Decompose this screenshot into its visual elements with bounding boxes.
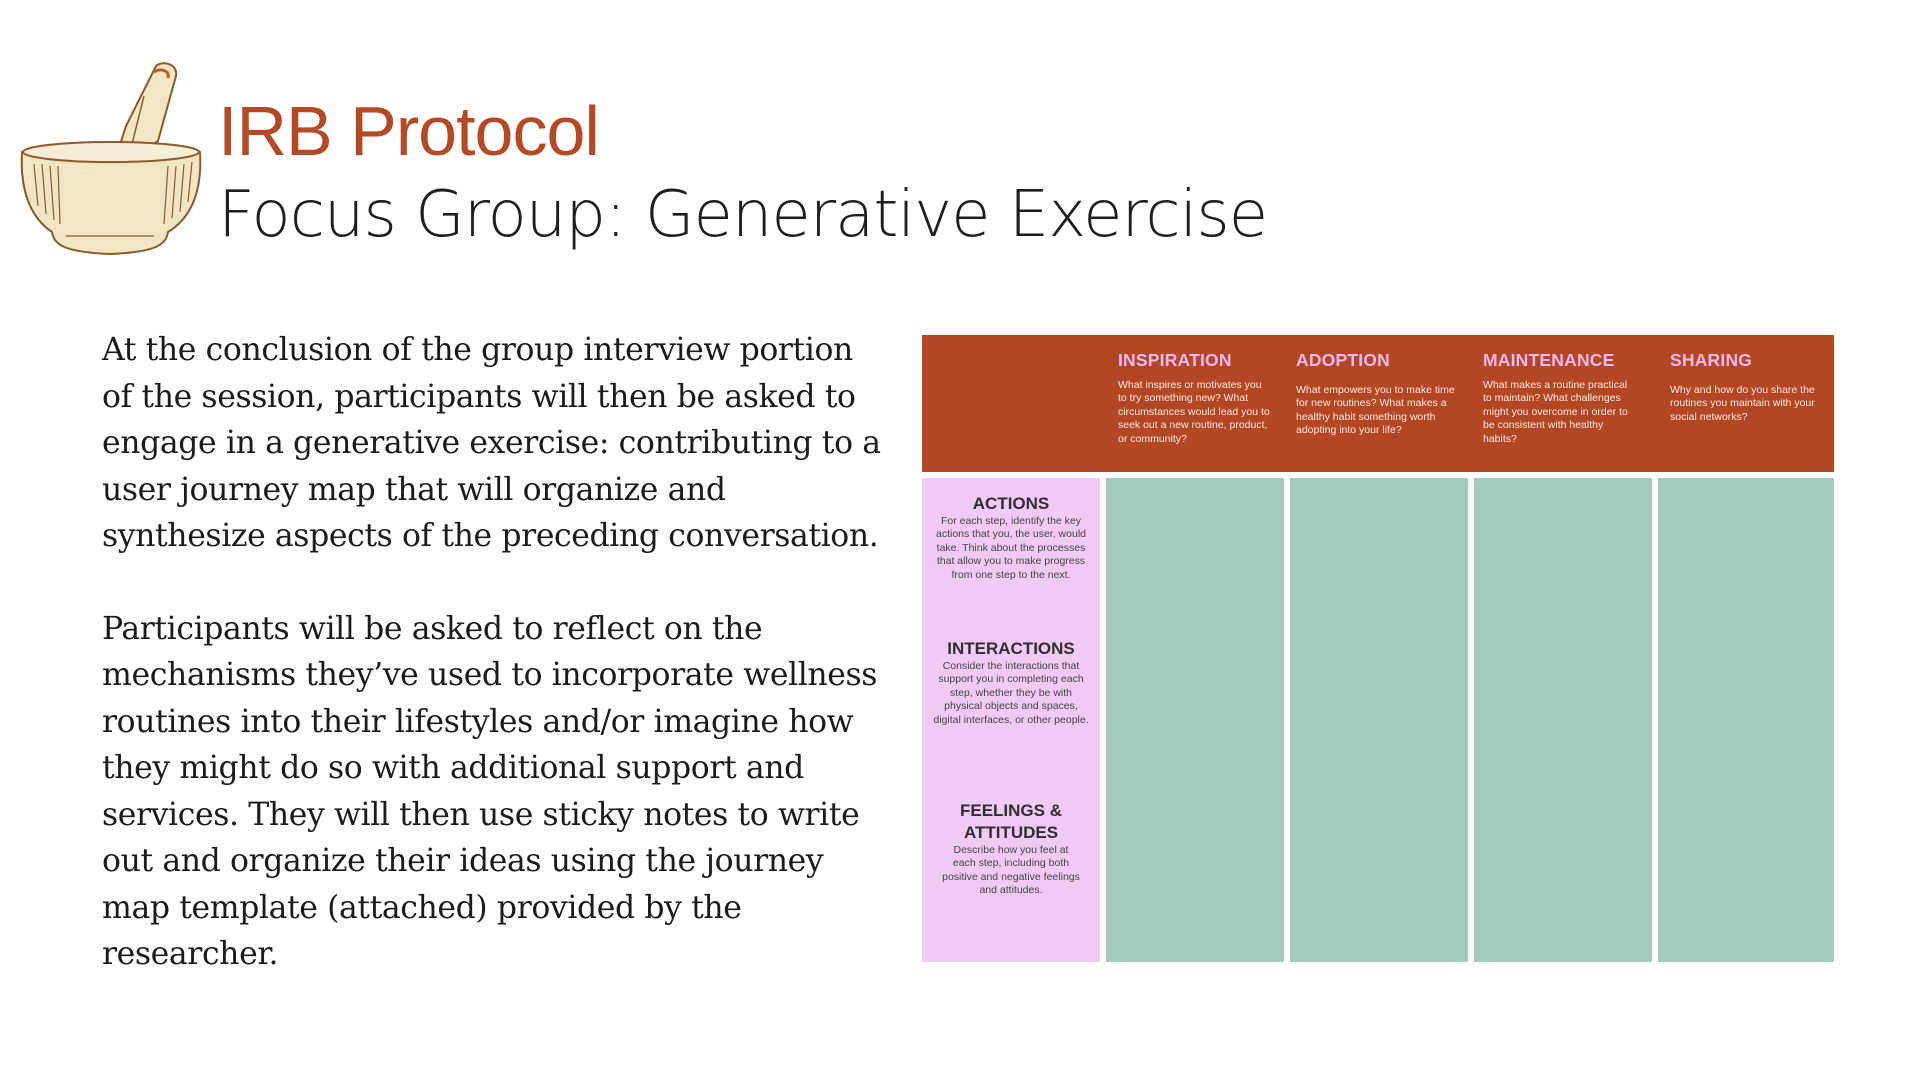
journey-map-header	[922, 335, 1834, 472]
row-description: For each step, identify the key actions that you, the user, would take. Think about the processes that allow you to make progress from one step to the next.	[935, 515, 1086, 581]
column-description: What inspires or motivates you to try something new? What circumstances would lead you to seek out a new routine, product, or community?	[1118, 379, 1270, 445]
column-description: What empowers you to make time for new routines? What makes a healthy habit something worth adopting into your life?	[1296, 384, 1455, 437]
paragraph-1: At the conclusion of the group interview portion of the session, participants will then be asked to engage in a generative exercise: contributing to a user journey map that will organize and synthesize aspects of the preceding conversation.	[102, 332, 881, 554]
journey-cell-maintenance	[1474, 478, 1652, 962]
column-title: ADOPTION	[1296, 350, 1390, 370]
paragraph-2: Participants will be asked to reflect on the mechanisms they’ve used to incorporate wellness routines into their lifestyles and/or imagine how they might do so with additional support and services. They will then use sticky notes to write out and organize their ideas using the journey map template (attached) provided by the researcher.	[102, 610, 878, 972]
column-header-adoption	[1296, 350, 1456, 438]
row-title: ACTIONS	[972, 494, 1050, 513]
journey-cell-sharing	[1658, 478, 1834, 962]
row-description: Describe how you feel at each step, including both positive and negative feelings and attitudes.	[942, 844, 1080, 897]
column-header-inspiration	[1118, 350, 1273, 446]
row-description: Consider the interactions that support you in completing each step, whether they be with physical objects and spaces, digital interfaces, or other people.	[933, 660, 1089, 726]
page-subtitle: Focus Group: Generative Exercise	[218, 178, 1268, 252]
column-header-sharing	[1670, 350, 1820, 424]
row-title: FEELINGS & ATTITUDES	[959, 801, 1062, 842]
journey-map	[922, 335, 1834, 962]
journey-cell-adoption	[1290, 478, 1468, 962]
column-description: What makes a routine practical to maintain? What challenges might you overcome in order to be consistent with healthy habits?	[1483, 379, 1628, 445]
column-title: SHARING	[1670, 350, 1753, 370]
row-label-feelings	[922, 800, 1100, 898]
description-text	[102, 327, 882, 1024]
row-labels	[922, 478, 1100, 962]
column-header-maintenance	[1483, 350, 1638, 446]
row-title: INTERACTIONS	[947, 639, 1075, 658]
journey-cell-inspiration	[1106, 478, 1284, 962]
row-label-actions	[922, 493, 1100, 582]
mortar-and-pestle-icon	[18, 56, 203, 261]
column-title: MAINTENANCE	[1483, 350, 1615, 370]
page-title: IRB Protocol	[218, 92, 599, 170]
column-description: Why and how do you share the routines you maintain with your social networks?	[1670, 384, 1815, 423]
row-label-interactions	[922, 638, 1100, 727]
column-title: INSPIRATION	[1118, 350, 1232, 370]
